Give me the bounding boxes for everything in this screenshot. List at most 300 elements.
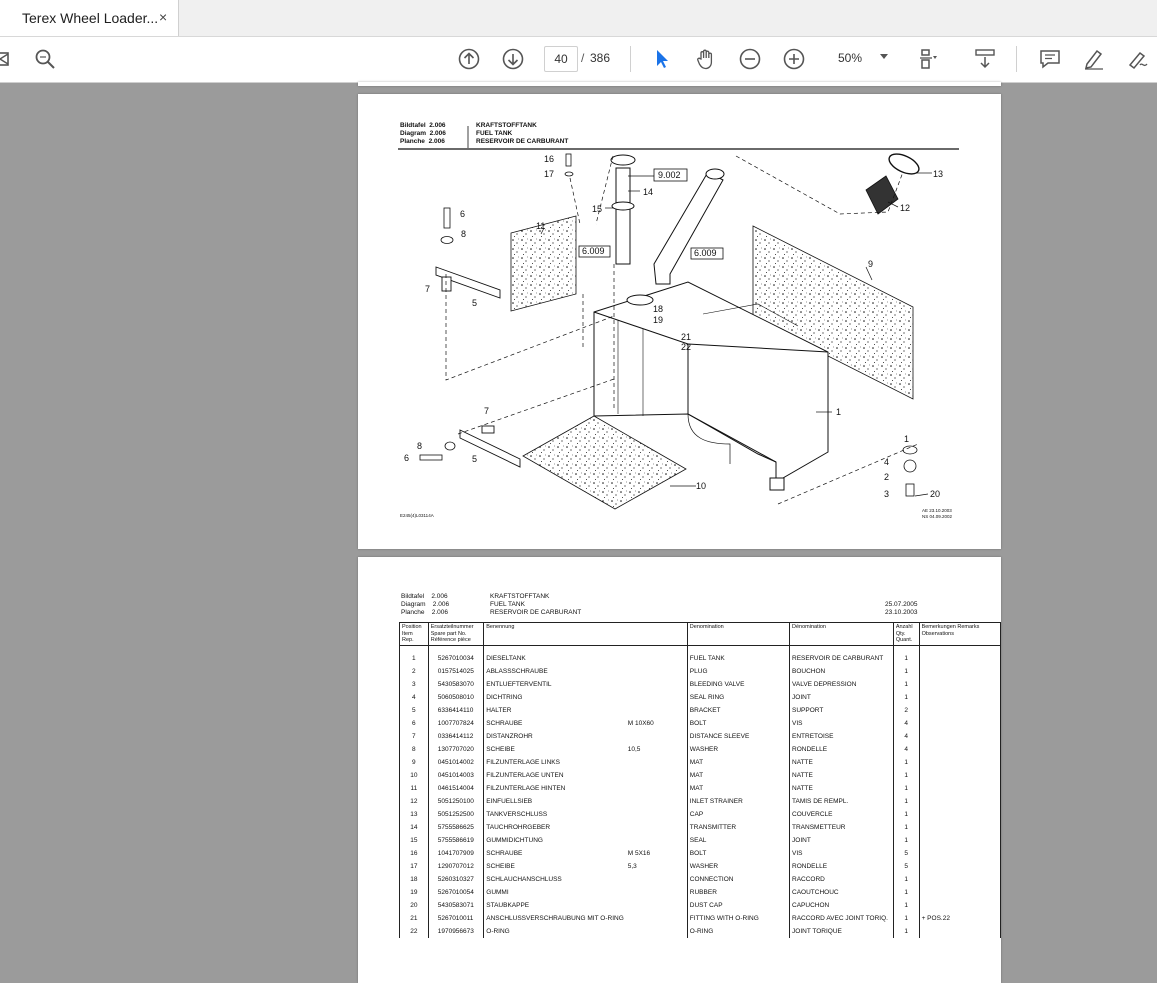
cell-remarks [919, 834, 1000, 847]
cell-spec [626, 795, 688, 808]
cell-qty: 1 [893, 912, 919, 925]
cell-part-number: 1290707012 [428, 860, 484, 873]
cell-qty: 1 [893, 678, 919, 691]
cell-name-en: BLEEDING VALVE [687, 678, 789, 691]
cell-qty: 1 [893, 756, 919, 769]
cell-part-number: 5755586619 [428, 834, 484, 847]
cell-name-fr: RONDELLE [790, 743, 894, 756]
cell-remarks [919, 873, 1000, 886]
callout-label: 8 [417, 441, 423, 451]
cell-name-en: MAT [687, 756, 789, 769]
level-transmitter [616, 168, 630, 264]
header-label: Planche [401, 609, 425, 616]
parts-table [399, 622, 1001, 938]
callout-label: 6 [404, 453, 410, 463]
scroll-mode-icon[interactable] [973, 47, 997, 71]
col-name-en: Denomination [687, 623, 789, 646]
callout-label: 9 [868, 259, 874, 269]
cell-position: 22 [400, 925, 429, 938]
cell-remarks [919, 860, 1000, 873]
cell-position: 11 [400, 782, 429, 795]
cell-name-de: ANSCHLUSSVERSCHRAUBUNG MIT O-RING [484, 912, 626, 925]
header-title: FUEL TANK [476, 130, 513, 137]
cell-spec [626, 782, 688, 795]
callout-label: 16 [544, 154, 555, 164]
cell-name-de: SCHEIBE [484, 743, 626, 756]
cell-spec [626, 678, 688, 691]
cell-part-number: 1307707020 [428, 743, 484, 756]
header-label: Bildtafel [401, 593, 425, 600]
cell-position: 5 [400, 704, 429, 717]
pdf-page-diagram [358, 94, 1001, 549]
cell-spec [626, 691, 688, 704]
cell-name-de: ENTLUEFTERVENTIL [484, 678, 626, 691]
cell-part-number: 5430583071 [428, 899, 484, 912]
cell-remarks [919, 743, 1000, 756]
cell-remarks [919, 795, 1000, 808]
table-row [400, 925, 1001, 938]
cell-part-number: 6336414110 [428, 704, 484, 717]
cell-name-de: O-RING [484, 925, 626, 938]
cell-name-fr: CAOUTCHOUC [790, 886, 894, 899]
cell-name-en: RUBBER [687, 886, 789, 899]
callout-label: 10 [696, 481, 707, 491]
cell-name-fr: ENTRETOISE [790, 730, 894, 743]
cell-position: 4 [400, 691, 429, 704]
cell-spec [626, 925, 688, 938]
cell-name-fr: BOUCHON [790, 665, 894, 678]
cell-spec [626, 834, 688, 847]
cell-name-en: WASHER [687, 860, 789, 873]
header-title: RESERVOIR DE CARBURANT [490, 609, 582, 616]
next-page-icon[interactable] [501, 47, 525, 71]
cell-name-fr: TRANSMETTEUR [790, 821, 894, 834]
tab-bar [0, 0, 1157, 37]
cell-position: 17 [400, 860, 429, 873]
cell-spec [626, 769, 688, 782]
previous-page-edge [358, 82, 1001, 86]
col-qty: Anzahl Qty. Quant. [893, 623, 919, 646]
cell-spec [626, 912, 688, 925]
page-number-input[interactable]: 40 [544, 46, 578, 72]
cell-position: 12 [400, 795, 429, 808]
callout-label: 20 [930, 489, 941, 499]
zoom-in-icon[interactable] [782, 47, 806, 71]
cell-remarks [919, 652, 1000, 665]
cell-remarks: + POS.22 [919, 912, 1000, 925]
cell-qty: 4 [893, 743, 919, 756]
col-part-number: Ersatzteilnummer Spare part No. Référence pièce [428, 623, 484, 646]
cell-name-de: GUMMI [484, 886, 626, 899]
cell-spec: M 10X60 [627, 720, 654, 727]
cell-spec [626, 899, 688, 912]
cell-name-de: SCHEIBE [484, 860, 626, 873]
cell-name-en: CAP [687, 808, 789, 821]
table-row [400, 652, 1001, 665]
cell-name-fr: NATTE [790, 756, 894, 769]
cell-name-de: DISTANZROHR [484, 730, 626, 743]
hand-tool-icon[interactable] [694, 47, 718, 71]
cell-remarks [919, 821, 1000, 834]
header-date: 25.07.2005 [885, 601, 918, 608]
table-row [400, 730, 1001, 743]
cell-position: 14 [400, 821, 429, 834]
cell-remarks [919, 925, 1000, 938]
cell-name-en: FUEL TANK [687, 652, 789, 665]
cell-qty: 1 [893, 899, 919, 912]
cell-remarks [919, 717, 1000, 730]
table-row [400, 821, 1001, 834]
cell-qty: 1 [893, 886, 919, 899]
cell-part-number: 0461514004 [428, 782, 484, 795]
page-separator: / [581, 51, 585, 65]
inlet-strainer [866, 176, 898, 214]
cell-name-de: DIESELTANK [484, 652, 626, 665]
cell-name-fr: CAPUCHON [790, 899, 894, 912]
table-row [400, 873, 1001, 886]
table-row [400, 886, 1001, 899]
cell-name-en: MAT [687, 769, 789, 782]
cell-qty: 2 [893, 704, 919, 717]
cell-name-de: SCHRAUBE [484, 847, 626, 860]
search-icon[interactable] [33, 47, 57, 71]
cell-name-en: DUST CAP [687, 899, 789, 912]
cell-name-de: HALTER [484, 704, 626, 717]
cell-name-en: FITTING WITH O-RING [687, 912, 789, 925]
cell-name-fr: VIS [790, 717, 894, 730]
highlight-pen-icon[interactable] [1082, 47, 1106, 71]
table-row [400, 769, 1001, 782]
cell-name-de: EINFUELLSIEB [484, 795, 626, 808]
callout-label: 1 [904, 434, 910, 444]
callout-label: 8 [461, 229, 467, 239]
table-row [400, 782, 1001, 795]
cell-name-fr: NATTE [790, 769, 894, 782]
cell-position: 15 [400, 834, 429, 847]
cell-position: 2 [400, 665, 429, 678]
cell-position: 10 [400, 769, 429, 782]
callout-label: 7 [484, 406, 490, 416]
pdf-page-parts-list [358, 557, 1001, 983]
parts-table-body [400, 646, 1001, 939]
parts-header-titles [490, 593, 581, 617]
cell-part-number: 0336414112 [428, 730, 484, 743]
table-row [400, 665, 1001, 678]
cell-part-number: 0451014003 [428, 769, 484, 782]
tank-cap [886, 150, 922, 178]
cell-part-number: 1041707909 [428, 847, 484, 860]
callout-label: 19 [653, 315, 664, 325]
cell-name-en: BOLT [687, 717, 789, 730]
cell-name-fr: RONDELLE [790, 860, 894, 873]
cell-remarks [919, 782, 1000, 795]
cell-qty: 5 [893, 860, 919, 873]
header-num: 2.006 [428, 138, 445, 145]
cell-position: 21 [400, 912, 429, 925]
cell-position: 7 [400, 730, 429, 743]
table-row [400, 808, 1001, 821]
cell-remarks [919, 756, 1000, 769]
cell-part-number: 0451014002 [428, 756, 484, 769]
cell-position: 13 [400, 808, 429, 821]
header-num: 2.006 [429, 130, 446, 137]
cell-spec [626, 808, 688, 821]
diagram-ref: 6.009 [694, 248, 717, 258]
cell-part-number: 0157514025 [428, 665, 484, 678]
cell-qty: 1 [893, 652, 919, 665]
drawing-code: E245(4)L03114A [400, 513, 434, 518]
cell-remarks [919, 808, 1000, 821]
cell-spec: M 5X16 [627, 850, 651, 857]
callout-label: 2 [884, 472, 890, 482]
cell-spec: 10,5 [627, 746, 641, 753]
cell-remarks [919, 665, 1000, 678]
drawing-date-ae: AE 23.10.2003 [922, 508, 952, 513]
fit-page-icon[interactable] [918, 47, 942, 71]
cell-name-en: PLUG [687, 665, 789, 678]
cell-qty: 1 [893, 691, 919, 704]
select-cursor-icon[interactable] [650, 47, 674, 71]
cell-remarks [919, 847, 1000, 860]
cell-name-fr: NATTE [790, 782, 894, 795]
callout-label: 7 [425, 284, 431, 294]
cell-part-number: 5060508010 [428, 691, 484, 704]
total-pages: 386 [590, 51, 611, 65]
cell-name-fr: RACCORD AVEC JOINT TORIQ. [790, 912, 894, 925]
cell-position: 3 [400, 678, 429, 691]
cell-qty: 5 [893, 847, 919, 860]
cell-part-number: 5267010054 [428, 886, 484, 899]
cell-name-de: GUMMIDICHTUNG [484, 834, 626, 847]
callout-label: 11 [536, 221, 546, 231]
cell-name-fr: VALVE DEPRESSION [790, 678, 894, 691]
cell-qty: 4 [893, 717, 919, 730]
cell-remarks [919, 730, 1000, 743]
table-row [400, 860, 1001, 873]
cell-remarks [919, 886, 1000, 899]
cell-spec [626, 665, 688, 678]
cell-name-fr: JOINT [790, 691, 894, 704]
cell-part-number: 5755586625 [428, 821, 484, 834]
cell-position: 8 [400, 743, 429, 756]
cell-name-de: STAUBKAPPE [484, 899, 626, 912]
document-tab[interactable] [0, 0, 179, 36]
header-title: FUEL TANK [490, 601, 525, 608]
cell-part-number: 5430583070 [428, 678, 484, 691]
callout-label: 14 [643, 187, 654, 197]
parts-table-header [400, 623, 1001, 646]
cell-remarks [919, 691, 1000, 704]
cell-name-de: ABLASSSCHRAUBE [484, 665, 626, 678]
cell-position: 19 [400, 886, 429, 899]
callout-label: 15 [592, 204, 603, 214]
cell-name-en: BOLT [687, 847, 789, 860]
cell-name-fr: RESERVOIR DE CARBURANT [790, 652, 894, 665]
cell-name-de: SCHRAUBE [484, 717, 626, 730]
cell-spec [626, 821, 688, 834]
header-label: Diagram [400, 130, 427, 137]
pdf-toolbar [0, 37, 1157, 83]
cell-spec [626, 756, 688, 769]
header-title: KRAFTSTOFFTANK [490, 593, 550, 600]
col-position: Position Item Rep. [400, 623, 429, 646]
cell-part-number: 5051252500 [428, 808, 484, 821]
cell-position: 20 [400, 899, 429, 912]
cell-part-number: 5267010034 [428, 652, 484, 665]
cell-name-fr: JOINT [790, 834, 894, 847]
parts-header-dates [885, 601, 918, 617]
header-num: 2.006 [429, 122, 446, 129]
table-row [400, 717, 1001, 730]
cell-qty: 4 [893, 730, 919, 743]
zoom-out-icon[interactable] [738, 47, 762, 71]
table-row [400, 834, 1001, 847]
filler-neck [654, 172, 723, 284]
cell-qty: 1 [893, 821, 919, 834]
cell-part-number: 5051250100 [428, 795, 484, 808]
cell-name-fr: JOINT TORIQUE [790, 925, 894, 938]
callout-label: 1 [836, 407, 842, 417]
cell-name-en: SEAL [687, 834, 789, 847]
mat-bottom [523, 416, 686, 509]
cell-name-de: FILZUNTERLAGE LINKS [484, 756, 626, 769]
cell-name-de: TAUCHROHRGEBER [484, 821, 626, 834]
cell-name-de: FILZUNTERLAGE HINTEN [484, 782, 626, 795]
cell-name-en: BRACKET [687, 704, 789, 717]
cell-spec [626, 886, 688, 899]
table-row [400, 795, 1001, 808]
cell-name-fr: SUPPORT [790, 704, 894, 717]
cell-spec [626, 652, 688, 665]
table-row [400, 678, 1001, 691]
header-title: KRAFTSTOFFTANK [476, 122, 537, 129]
header-label: Bildtafel [400, 122, 426, 129]
cell-spec [626, 704, 688, 717]
cell-part-number: 1007707824 [428, 717, 484, 730]
col-name-de: Benennung [484, 623, 626, 646]
toolbar-divider [1016, 46, 1017, 72]
cell-name-de: TANKVERSCHLUSS [484, 808, 626, 821]
callout-label: 5 [472, 298, 478, 308]
fuel-tank-exploded-diagram [358, 94, 1001, 549]
col-remarks: Bemerkungen Remarks Observations [919, 623, 1000, 646]
cell-remarks [919, 704, 1000, 717]
cell-qty: 1 [893, 769, 919, 782]
comment-icon[interactable] [1038, 47, 1062, 71]
cell-part-number: 1970956673 [428, 925, 484, 938]
table-row [400, 704, 1001, 717]
header-label: Planche [400, 138, 425, 145]
cell-name-en: O-RING [687, 925, 789, 938]
table-row [400, 691, 1001, 704]
header-title: RESERVOIR DE CARBURANT [476, 138, 569, 145]
table-row [400, 899, 1001, 912]
export-icon[interactable] [0, 47, 16, 71]
cell-name-de: DICHTRING [484, 691, 626, 704]
diagram-ref: 6.009 [582, 246, 605, 256]
cell-name-en: SEAL RING [687, 691, 789, 704]
cell-name-fr: VIS [790, 847, 894, 860]
bracket-lower [460, 430, 520, 467]
cell-name-fr: RACCORD [790, 873, 894, 886]
table-row [400, 756, 1001, 769]
callout-label: 6 [460, 209, 466, 219]
col-name-fr: Dénomination [790, 623, 894, 646]
callout-label: 17 [544, 169, 555, 179]
cell-spec [626, 873, 688, 886]
cell-name-en: MAT [687, 782, 789, 795]
cell-qty: 1 [893, 795, 919, 808]
header-num: 2.006 [431, 609, 449, 616]
cell-position: 16 [400, 847, 429, 860]
cell-name-en: CONNECTION [687, 873, 789, 886]
cell-position: 9 [400, 756, 429, 769]
drawing-date-ns: NS 04.09.2002 [922, 514, 953, 519]
cell-name-en: TRANSMITTER [687, 821, 789, 834]
callout-label: 13 [933, 169, 944, 179]
cell-qty: 1 [893, 925, 919, 938]
cell-qty: 1 [893, 782, 919, 795]
cell-remarks [919, 678, 1000, 691]
cell-name-en: WASHER [687, 743, 789, 756]
callout-label: 22 [681, 342, 692, 352]
previous-page-icon[interactable] [457, 47, 481, 71]
sign-pen-icon[interactable] [1126, 47, 1150, 71]
cell-qty: 1 [893, 873, 919, 886]
table-row [400, 847, 1001, 860]
callout-label: 18 [653, 304, 664, 314]
diagram-ref: 9.002 [658, 170, 681, 180]
callout-label: 12 [900, 203, 911, 213]
header-label: Diagram [401, 601, 426, 608]
cell-position: 1 [400, 652, 429, 665]
cell-remarks [919, 769, 1000, 782]
zoom-value: 50% [838, 51, 863, 65]
tab-close-icon[interactable]: × [159, 9, 168, 25]
header-num: 2.006 [432, 601, 450, 608]
cell-part-number: 5260310327 [428, 873, 484, 886]
table-row [400, 912, 1001, 925]
cell-name-de: SCHLAUCHANSCHLUSS [484, 873, 626, 886]
toolbar-divider [630, 46, 631, 72]
cell-name-de: FILZUNTERLAGE UNTEN [484, 769, 626, 782]
header-num: 2.006 [431, 593, 448, 600]
cell-qty: 1 [893, 665, 919, 678]
callout-label: 4 [884, 457, 890, 467]
cell-position: 18 [400, 873, 429, 886]
cell-spec [626, 730, 688, 743]
callout-label: 21 [681, 332, 692, 342]
callout-label: 3 [884, 489, 890, 499]
cell-remarks [919, 899, 1000, 912]
parts-header-labels [401, 593, 449, 617]
cell-name-fr: TAMIS DE REMPL. [790, 795, 894, 808]
callout-label: 5 [472, 454, 478, 464]
tab-title: Terex Wheel Loader... [22, 10, 159, 26]
table-row [400, 743, 1001, 756]
cell-name-en: DISTANCE SLEEVE [687, 730, 789, 743]
header-date: 23.10.2003 [885, 609, 918, 616]
cell-part-number: 5267010011 [428, 912, 484, 925]
cell-spec: 5,3 [627, 863, 637, 870]
cell-name-en: INLET STRAINER [687, 795, 789, 808]
cell-name-fr: COUVERCLE [790, 808, 894, 821]
chevron-down-icon[interactable] [880, 54, 888, 59]
cell-position: 6 [400, 717, 429, 730]
col-spec [626, 623, 688, 646]
cell-qty: 1 [893, 834, 919, 847]
cell-qty: 1 [893, 808, 919, 821]
